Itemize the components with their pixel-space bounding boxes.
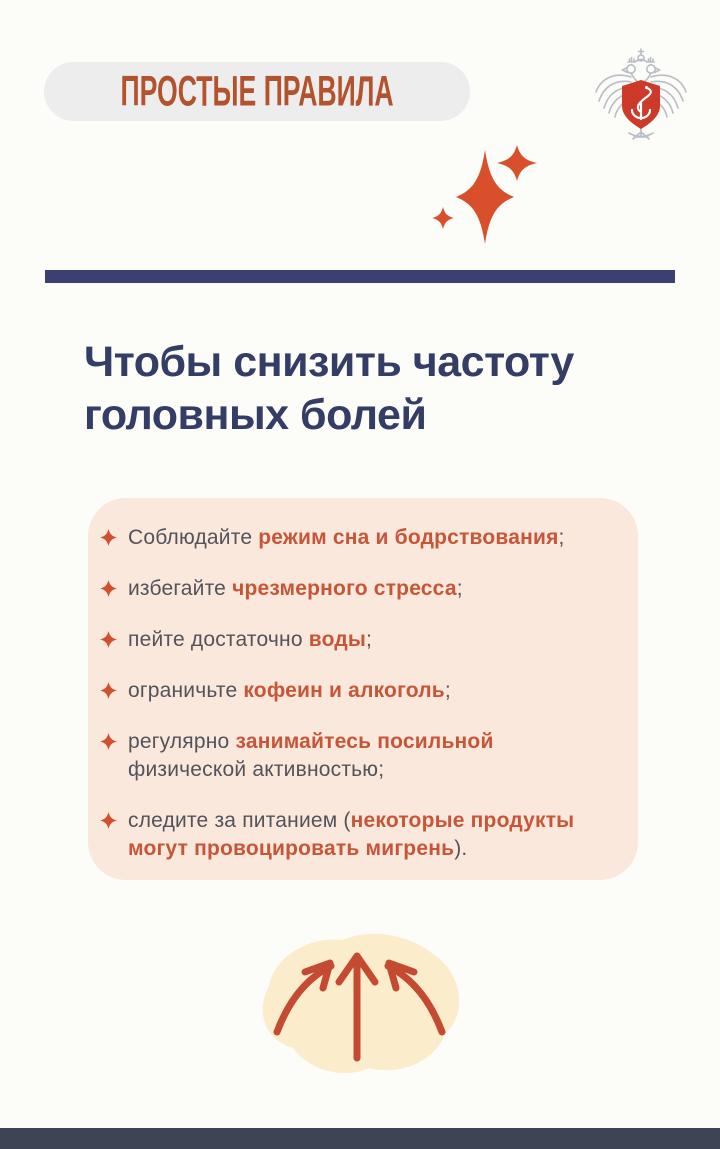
badge-label: ПРОСТЫЕ ПРАВИЛА (120, 67, 394, 116)
footer-bar (0, 1128, 720, 1149)
badge-pill (44, 62, 470, 121)
divider (45, 270, 675, 283)
list-item-text: Соблюдайте режим сна и бодрствования; (128, 526, 565, 549)
star-bullet-icon (100, 580, 117, 597)
list-item-text: регулярно занимайтесь посильной физической активностью; (128, 730, 494, 781)
star-bullet-icon (100, 631, 117, 648)
list-item (100, 728, 616, 784)
list-item-text: ограничьте кофеин и алкоголь; (128, 679, 451, 702)
star-bullet-icon (100, 733, 117, 750)
brain-arrows-icon (247, 928, 472, 1080)
star-bullet-icon (100, 812, 117, 829)
list-item (100, 626, 616, 654)
rules-panel (88, 498, 638, 880)
list-item-text: избегайте чрезмерного стресса; (128, 577, 463, 600)
list-item (100, 524, 616, 552)
star-bullet-icon (100, 529, 117, 546)
star-bullet-icon (100, 682, 117, 699)
sparkle-icon (432, 207, 454, 234)
list-item (100, 807, 616, 863)
list-item-text: пейте достаточно воды; (128, 628, 373, 651)
rules-list (100, 524, 616, 863)
sparkle-icon (497, 145, 537, 186)
list-item (100, 677, 616, 705)
title-line-2: головных болей (84, 391, 427, 439)
page-title (84, 336, 574, 442)
title-line-1: Чтобы снизить частоту (84, 338, 574, 386)
list-item (100, 575, 616, 603)
ministry-emblem-icon (593, 47, 689, 147)
list-item-text: следите за питанием (некоторые продукты могут провоцировать мигрень). (128, 809, 575, 860)
